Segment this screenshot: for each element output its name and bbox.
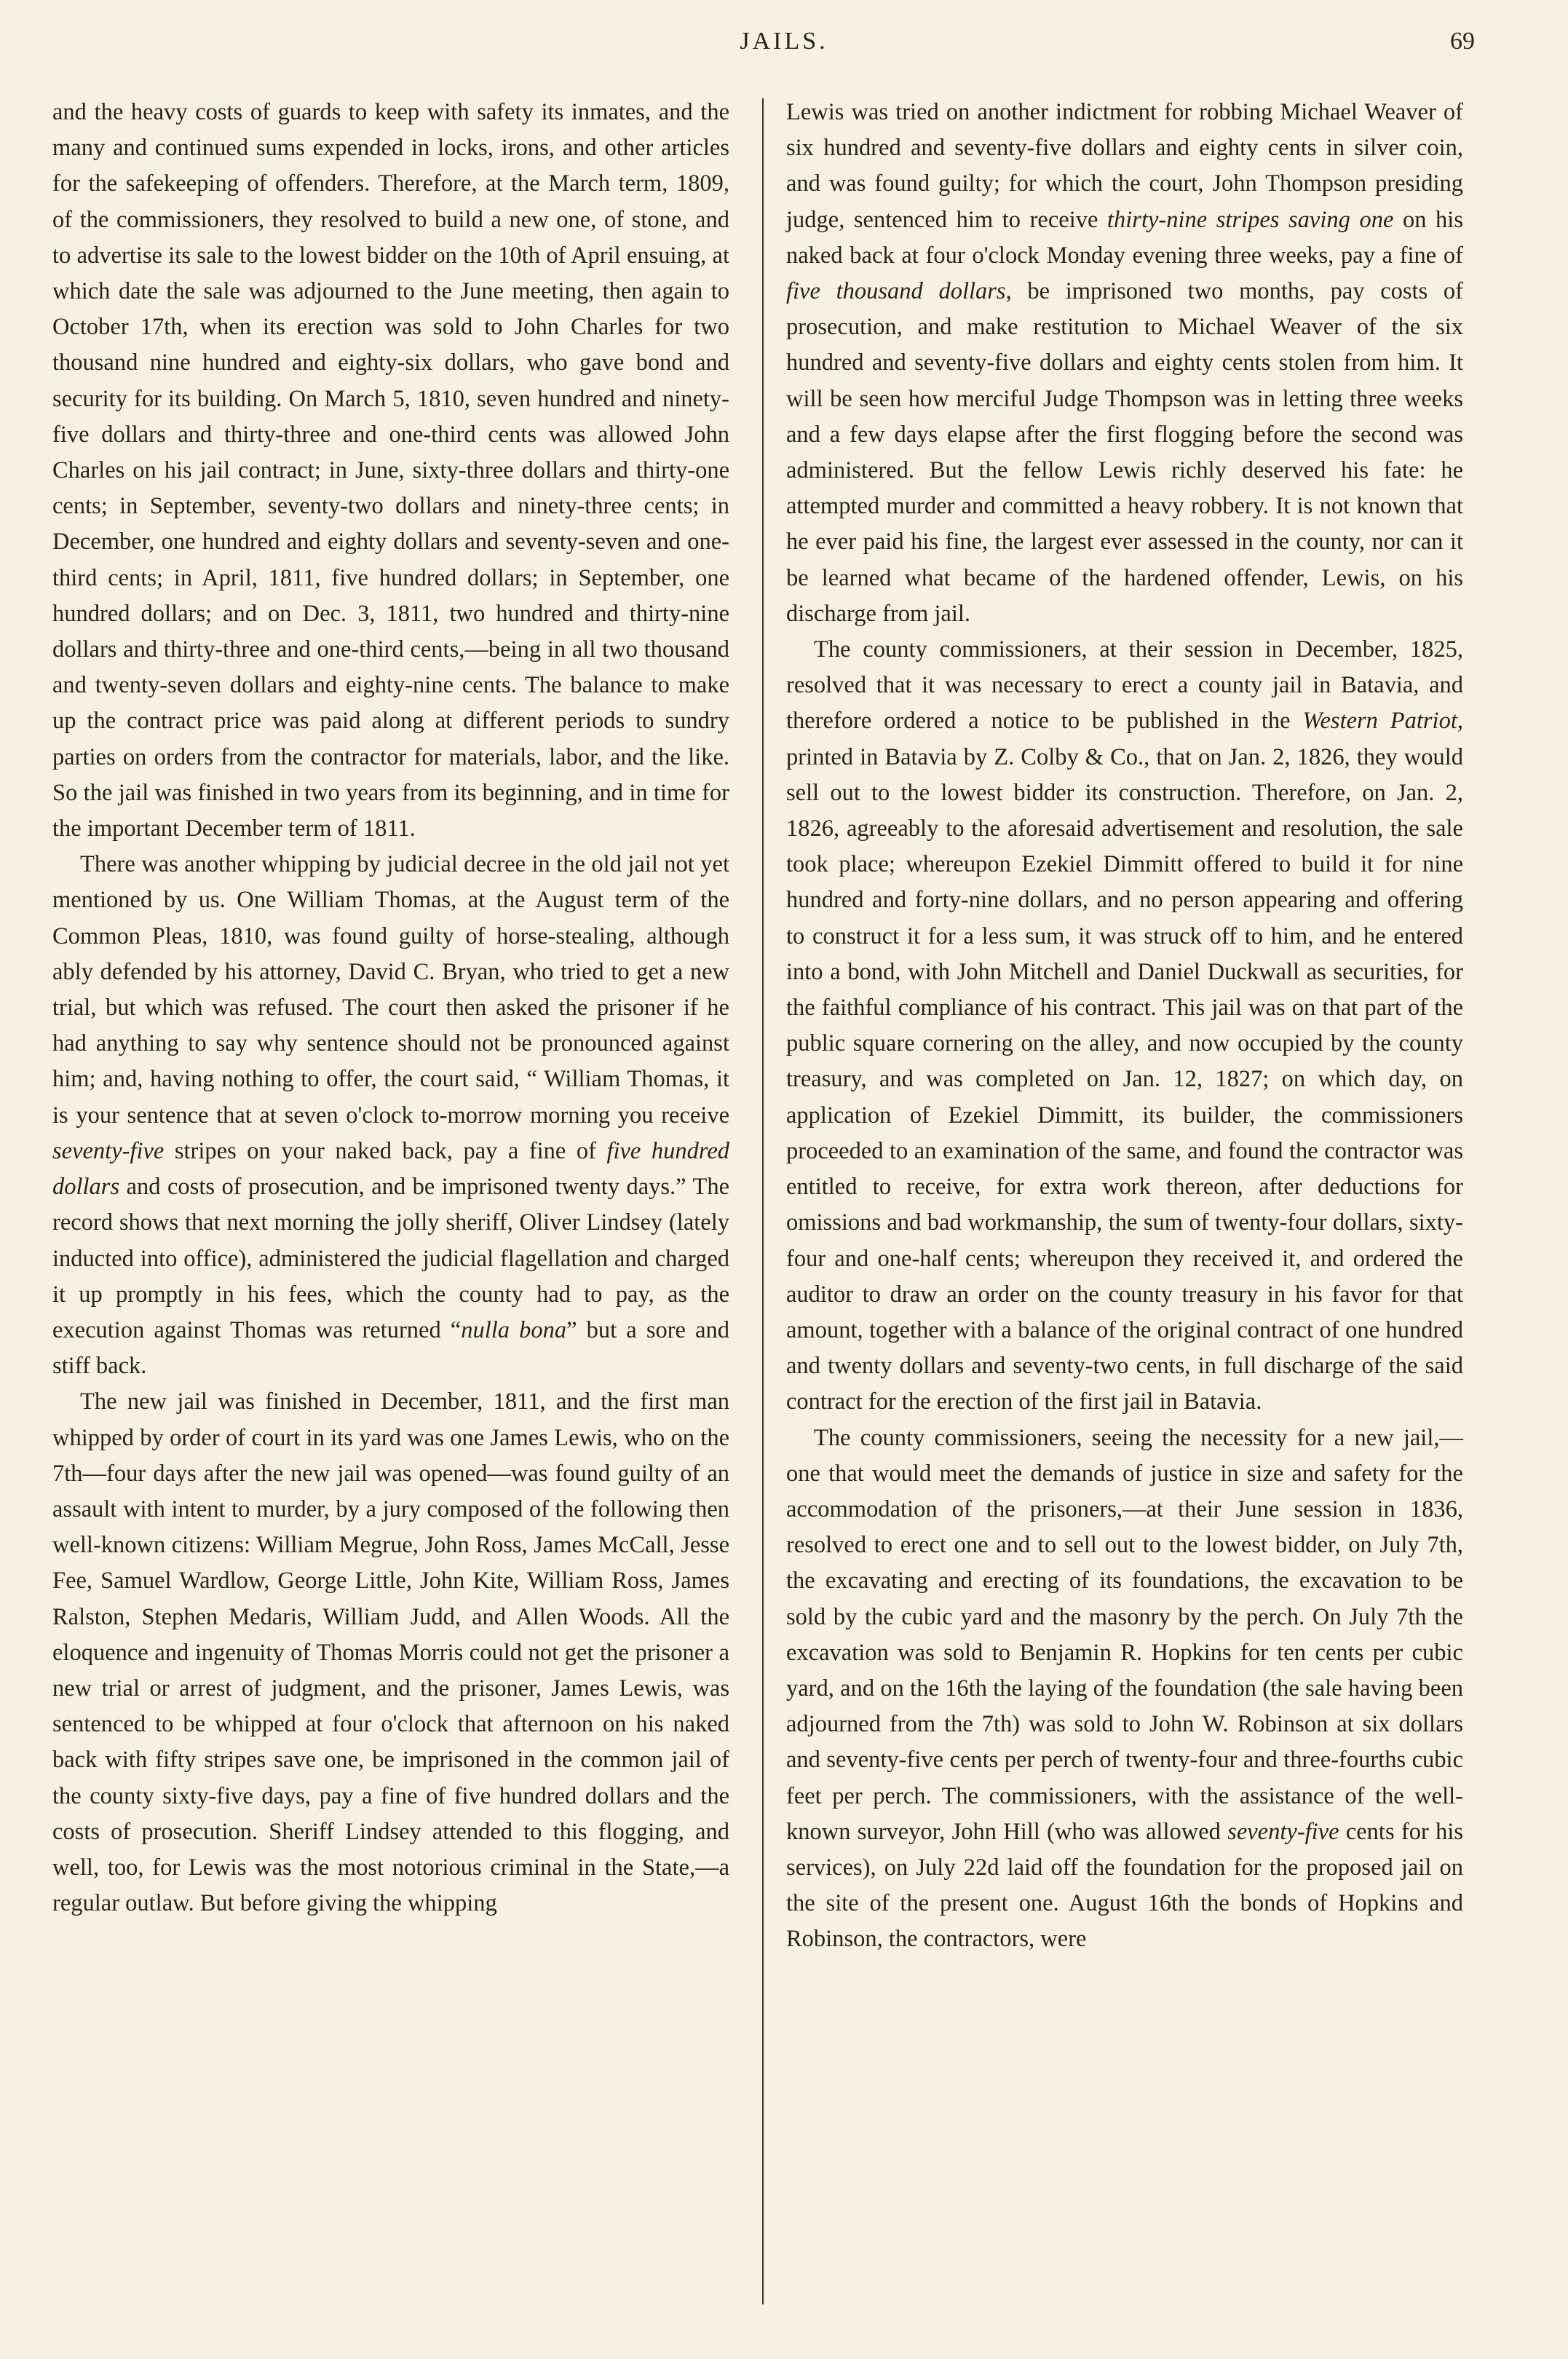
- left-p2-italic-3: nulla bona: [461, 1316, 567, 1343]
- right-p1-italic-1: thirty-nine stripes saving one: [1107, 206, 1394, 233]
- left-paragraph-1: and the heavy costs of guards to keep with safety its inmates, and the many and continued sums expended in locks, irons, and other articles for the safekeeping of offenders. Therefore, at the March term, 1809, of the commissioners, they resolved to build a new one, of stone, and to advertise its sale to the lowest bidder on the 10th of April ensuing, at which date the sale was adjourned to the June meeting, then again to October 17th, when its erection was sold to John Charles for two thousand nine hundred and eighty-six dollars, who gave bond and security for its building. On March 5, 1810, seven hundred and ninety-five dollars and thirty-three and one-third cents was allowed John Charles on his jail contract; in June, sixty-three dollars and thirty-one cents; in September, seventy-two dollars and ninety-three cents; in December, one hundred and eighty dollars and seventy-seven and one-third cents; in April, 1811, five hundred dollars; in September, one hundred dollars; and on Dec. 3, 1811, two hundred and thirty-nine dollars and thirty-three and one-third cents,—being in all two thousand and twenty-seven dollars and eighty-nine cents. The balance to make up the contract price was paid along at different periods to sundry parties on orders from the contractor for materials, labor, and the like. So the jail was finished in two years from its beginning, and in time for the important December term of 1811.: [52, 99, 729, 842]
- right-p1-text-b: on his naked back at four o'clock Monday evening three weeks, pay a fine of: [786, 206, 1463, 269]
- left-p2-text-d: ” but a sore and stiff back.: [52, 1316, 729, 1380]
- right-p3-italic-1: seventy-five: [1227, 1818, 1339, 1845]
- right-p1-italic-2: five thousand dollars: [786, 278, 1006, 305]
- right-p2-text-b: , printed in Batavia by Z. Colby & Co., that on Jan. 2, 1826, they would sell out to the lowest bidder its construction. Therefore, on Jan. 2, 1826, agreeably to the aforesaid advertisement and resolution, the sale took place; whereupon Ezekiel Dimmitt offered to build it for nine hundred and forty-nine dollars, and no person appearing and offering to construct it for a less sum, it was struck off to him, and he entered into a bond, with John Mitchell and Daniel Duckwall as securities, for the faithful compliance of his contract. This jail was on that part of the public square cornering on the alley, and now occupied by the county treasury, and was completed on Jan. 12, 1827; on which day, on application of Ezekiel Dimmitt, its builder, the commissioners proceeded to an examination of the same, and found the contractor was entitled to receive, for extra work thereon, after deductions for omissions and bad workmanship, the sum of twenty-four dollars, sixty-four and one-half cents; whereupon they received it, and ordered the auditor to draw an order on the county treasury in his favor for that amount, together with a balance of the original contract of one hundred and twenty dollars and seventy-two cents, in full discharge of the said contract for the erection of the first jail in Batavia.: [786, 708, 1463, 1415]
- left-paragraph-2: [52, 847, 729, 1384]
- right-p2-italic-1: Western Patriot: [1302, 708, 1457, 735]
- right-paragraph-3: [786, 1420, 1463, 1958]
- right-p3-text-b: cents for his services), on July 22d laid off the foundation for the proposed jail on the site of the present one. August 16th the bonds of Hopkins and Robinson, the contractors, were: [786, 1818, 1464, 1953]
- running-title: JAILS.: [740, 28, 828, 55]
- left-p2-italic-2: five hundred dollars: [52, 1137, 729, 1201]
- page-number: 69: [1450, 28, 1475, 55]
- right-paragraph-2: [786, 632, 1463, 1420]
- left-column: [52, 95, 729, 1921]
- right-p1-text-a: Lewis was tried on another indictment for robbing Michael Weaver of six hundred and seventy-five dollars and eighty cents in silver coin, and was found guilty; for which the court, John Thompson presiding judge, sentenced him to receive: [786, 99, 1463, 233]
- right-p2-text-a: The county commissioners, at their session in December, 1825, resolved that it was necessary to erect a county jail in Batavia, and therefore ordered a notice to be published in the: [786, 636, 1463, 735]
- left-paragraph-3: The new jail was finished in December, 1811, and the first man whipped by order of court in its yard was one James Lewis, who on the 7th—four days after the new jail was opened—was found guilty of an assault with intent to murder, by a jury composed of the following then well-known citizens: William Megrue, John Ross, James McCall, Jesse Fee, Samuel Wardlow, George Little, John Kite, William Ross, James Ralston, Stephen Medaris, William Judd, and Allen Woods. All the eloquence and ingenuity of Thomas Morris could not get the prisoner a new trial or arrest of judgment, and the prisoner, James Lewis, was sentenced to be whipped at four o'clock that afternoon on his naked back with fifty stripes save one, be imprisoned in the common jail of the county sixty-five days, pay a fine of five hundred dollars and the costs of prosecution. Sheriff Lindsey attended to this flogging, and well, too, for Lewis was the most notorious criminal in the State,—a regular outlaw. But before giving the whipping: [52, 1388, 729, 1917]
- left-p2-text-c: and costs of prosecution, and be imprisoned twenty days.” The record shows that next morning the jolly sheriff, Oliver Lindsey (lately inducted into office), administered the judicial flagellation and charged it up promptly in his fees, which the county had to pay, as the execution against Thomas was returned “: [52, 1174, 729, 1343]
- right-p1-text-c: , be imprisoned two months, pay costs of prosecution, and make restitution to Michael Weaver of the six hundred and seventy-five dollars and eighty cents stolen from him. It will be seen how merciful Judge Thompson was in letting three weeks and a few days elapse after the first flogging before the second was administered. But the fellow Lewis richly deserved his fate: he attempted murder and committed a heavy robbery. It is not known that he ever paid his fine, the largest ever assessed in the county, nor can it be learned what became of the hardened offender, Lewis, on his discharge from jail.: [786, 278, 1463, 627]
- column-divider: [762, 98, 764, 2304]
- right-paragraph-1: [786, 95, 1463, 632]
- left-p2-italic-1: seventy-five: [52, 1137, 165, 1164]
- left-p2-text-b: stripes on your naked back, pay a fine of: [164, 1137, 607, 1164]
- right-column: [786, 95, 1463, 1958]
- right-p3-text-a: The county commissioners, seeing the necessity for a new jail,—one that would meet the demands of justice in size and safety for the accommodation of the prisoners,—at their June session in 1836, resolved to erect one and to sell out to the lowest bidder, on July 7th, the excavating and erecting of its foundations, the excavation to be sold by the cubic yard and the masonry by the perch. On July 7th the excavation was sold to Benjamin R. Hopkins for ten cents per cubic yard, and on the 16th the laying of the foundation (the sale having been adjourned from the 7th) was sold to John W. Robinson at six dollars and seventy-five cents per perch of twenty-four and three-fourths cubic feet per perch. The commissioners, with the assistance of the well-known surveyor, John Hill (who was allowed: [786, 1424, 1463, 1845]
- left-p2-text-a: There was another whipping by judicial decree in the old jail not yet mentioned by us. One William Thomas, at the August term of the Common Pleas, 1810, was found guilty of horse-stealing, although ably defended by his attorney, David C. Bryan, who tried to get a new trial, but which was refused. The court then asked the prisoner if he had anything to say why sentence should not be pronounced against him; and, having nothing to offer, the court said, “ William Thomas, it is your sentence that at seven o'clock to-morrow morning you receive: [52, 851, 729, 1129]
